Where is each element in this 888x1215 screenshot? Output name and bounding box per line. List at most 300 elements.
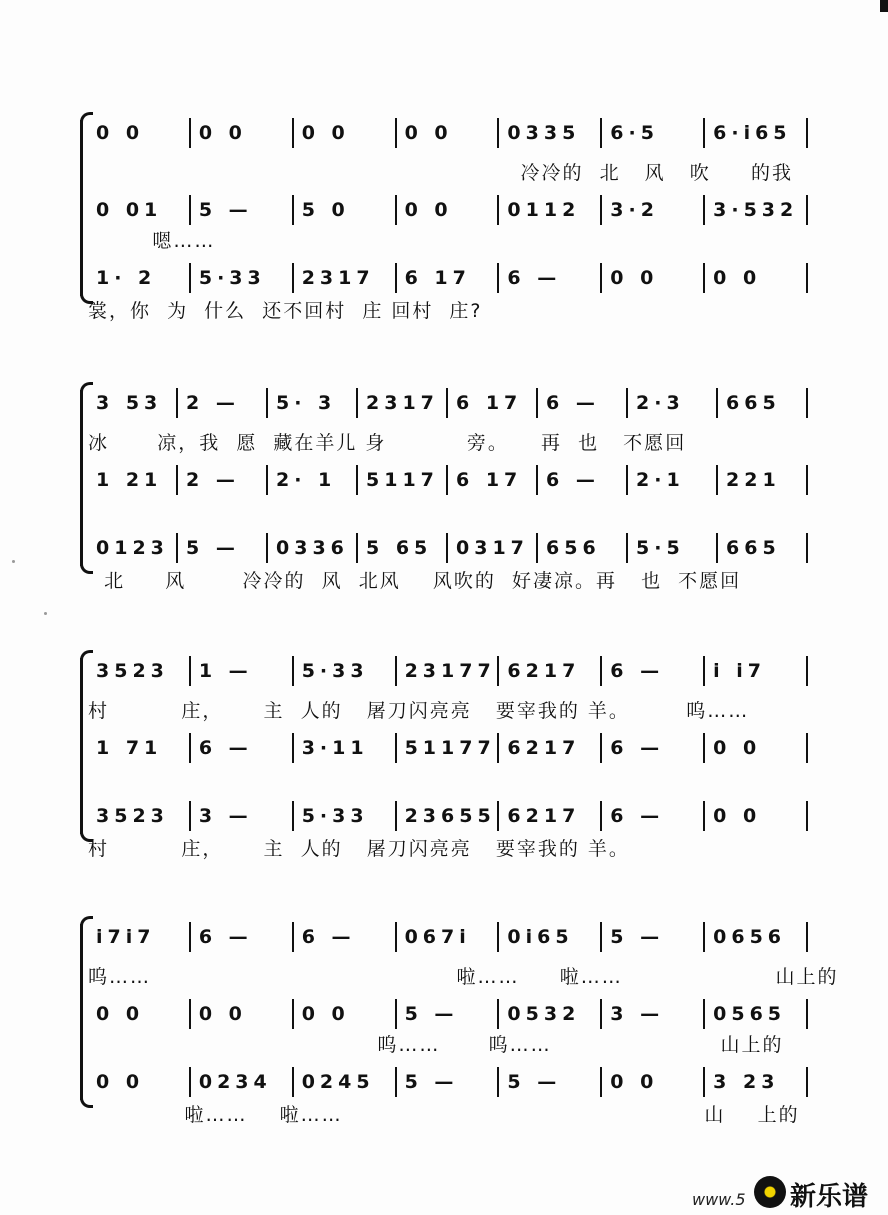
measure-notes: 067i: [404, 926, 471, 948]
measure-notes: 0 0: [713, 805, 762, 827]
measure-notes: 0112: [507, 199, 581, 221]
bar-line: [189, 801, 191, 831]
measure: [546, 388, 624, 418]
bar-line: [806, 388, 808, 418]
measure-notes: 656: [546, 537, 601, 559]
lyric-row: 冷冷的 北 风 吹 的我: [520, 162, 793, 184]
measure-notes: 6·i65: [713, 122, 792, 144]
bar-line: [806, 465, 808, 495]
measure-notes: 0 0: [301, 122, 350, 144]
measure-notes: 0245: [301, 1071, 375, 1093]
measure: [507, 733, 598, 763]
bar-line: [292, 922, 294, 952]
bar-line: [536, 465, 538, 495]
bar-line: [703, 801, 705, 831]
scan-speck: [44, 612, 47, 615]
measure: [636, 388, 714, 418]
measure: [276, 465, 354, 495]
measure-notes: 0 0: [610, 1071, 659, 1093]
bar-line: [292, 1067, 294, 1097]
bar-line: [497, 1067, 499, 1097]
measure-notes: 6 —: [610, 805, 665, 827]
measure-notes: 5 —: [610, 926, 665, 948]
bar-line: [600, 656, 602, 686]
measure: [405, 922, 496, 952]
measure: [302, 195, 393, 225]
measure: [713, 1067, 804, 1097]
measure: [96, 388, 174, 418]
bar-line: [395, 263, 397, 293]
measure-notes: 1 —: [198, 660, 253, 682]
bar-line: [497, 263, 499, 293]
measure: [96, 533, 174, 563]
measure: [636, 533, 714, 563]
measure-notes: 0336: [276, 537, 349, 559]
bar-line: [189, 999, 191, 1029]
measure: [507, 118, 598, 148]
measure: [610, 733, 701, 763]
measure: [610, 922, 701, 952]
measure: [96, 118, 187, 148]
measure-notes: 0 0: [713, 737, 762, 759]
lyric-row: 村 庄， 主 人的 屠刀闪亮亮 要宰我的 羊。: [88, 838, 630, 860]
measure-notes: 0335: [507, 122, 581, 144]
note-row: [88, 656, 848, 686]
measure-notes: 1 71: [96, 737, 163, 759]
measure: [302, 656, 393, 686]
measure-notes: 0 0: [301, 1003, 350, 1025]
system-brace: [80, 390, 87, 566]
bar-line: [292, 733, 294, 763]
measure: [507, 922, 598, 952]
bar-line: [600, 1067, 602, 1097]
measure-notes: 0 0: [96, 1071, 145, 1093]
lyric-row: [88, 764, 808, 794]
bar-line: [703, 656, 705, 686]
bar-line: [600, 922, 602, 952]
measure: [276, 388, 354, 418]
measure: [199, 656, 290, 686]
bar-line: [806, 922, 808, 952]
measure-notes: 6·5: [610, 122, 659, 144]
measure-notes: 5·5: [636, 537, 685, 559]
measure: [610, 195, 701, 225]
measure: [405, 195, 496, 225]
note-row: [88, 999, 848, 1029]
bar-line: [446, 533, 448, 563]
bar-line: [497, 801, 499, 831]
measure: [726, 465, 804, 495]
measure-notes: 1 21: [96, 469, 163, 491]
bar-line: [189, 195, 191, 225]
bar-line: [356, 388, 358, 418]
measure: [302, 1067, 393, 1097]
measure: [96, 656, 187, 686]
bar-line: [395, 195, 397, 225]
measure: [199, 801, 290, 831]
bar-line: [703, 263, 705, 293]
measure: [276, 533, 354, 563]
measure: [302, 922, 393, 952]
measure-notes: 5117: [366, 469, 439, 491]
lyric-row: 啦…… 啦…… 山 上的: [88, 1104, 800, 1126]
measure: [636, 465, 714, 495]
bar-line: [600, 801, 602, 831]
measure-notes: 0656: [713, 926, 787, 948]
note-row: [88, 465, 848, 495]
bar-line: [600, 195, 602, 225]
bar-line: [266, 465, 268, 495]
measure-notes: 665: [726, 392, 781, 414]
measure: [610, 263, 701, 293]
measure-notes: 0 01: [96, 199, 163, 221]
measure: [456, 388, 534, 418]
measure-notes: 0234: [198, 1071, 272, 1093]
measure: [713, 118, 804, 148]
bar-line: [446, 388, 448, 418]
measure: [199, 999, 290, 1029]
measure-notes: 0 0: [610, 267, 659, 289]
corner-mark: [880, 0, 888, 12]
bar-line: [292, 656, 294, 686]
measure-notes: 23177: [404, 660, 496, 682]
measure: [405, 118, 496, 148]
bar-line: [806, 801, 808, 831]
measure: [610, 801, 701, 831]
measure-notes: 0 0: [404, 199, 453, 221]
bar-line: [189, 656, 191, 686]
bar-line: [716, 388, 718, 418]
measure: [507, 263, 598, 293]
measure-notes: 665: [726, 537, 781, 559]
measure: [546, 465, 624, 495]
measure-notes: 3·11: [301, 737, 369, 759]
bar-line: [497, 118, 499, 148]
bar-line: [395, 656, 397, 686]
watermark-brand: 新乐谱: [790, 1182, 869, 1212]
note-row: [88, 733, 848, 763]
lyric-row: 呜…… 啦…… 啦…… 山上的: [88, 966, 839, 988]
measure: [456, 533, 534, 563]
measure-notes: 6 —: [610, 737, 665, 759]
bar-line: [600, 733, 602, 763]
measure-notes: 2317: [366, 392, 439, 414]
score-system: [0, 388, 888, 598]
measure-notes: 5 —: [404, 1071, 459, 1093]
measure: [610, 999, 701, 1029]
measure-notes: 5 65: [366, 537, 433, 559]
measure-notes: 0 0: [96, 122, 145, 144]
note-row: [88, 922, 848, 952]
measure: [610, 656, 701, 686]
measure-notes: 1· 2: [96, 267, 157, 289]
bar-line: [806, 656, 808, 686]
measure-notes: 2·1: [636, 469, 685, 491]
bar-line: [292, 263, 294, 293]
measure: [726, 533, 804, 563]
bar-line: [626, 388, 628, 418]
measure-notes: 5·33: [198, 267, 266, 289]
measure-notes: 5 —: [198, 199, 253, 221]
lyric-row: 冰 凉，我 愿 藏在羊儿 身 旁。 再 也 不愿回: [88, 432, 687, 454]
note-row: [88, 533, 848, 563]
measure-notes: 0532: [507, 1003, 581, 1025]
measure-notes: 6 —: [546, 469, 600, 491]
measure-notes: 0317: [456, 537, 529, 559]
measure: [96, 922, 187, 952]
measure: [186, 388, 264, 418]
measure-notes: 3 53: [96, 392, 163, 414]
bar-line: [395, 733, 397, 763]
measure: [96, 195, 187, 225]
lyric-row: 村 庄， 主 人的 屠刀闪亮亮 要宰我的 羊。 呜……: [88, 700, 750, 722]
measure-notes: 2 —: [186, 392, 240, 414]
bar-line: [716, 465, 718, 495]
measure: [713, 263, 804, 293]
measure: [199, 263, 290, 293]
measure: [507, 999, 598, 1029]
bar-line: [395, 801, 397, 831]
lyric-row: 嗯……: [88, 230, 216, 252]
record-disc-icon: [754, 1176, 786, 1208]
bar-line: [356, 533, 358, 563]
bar-line: [600, 118, 602, 148]
score-system: [0, 118, 888, 328]
measure: [405, 263, 496, 293]
measure: [713, 656, 804, 686]
bar-line: [716, 533, 718, 563]
bar-line: [292, 195, 294, 225]
measure: [302, 118, 393, 148]
bar-line: [395, 999, 397, 1029]
score-system: [0, 922, 888, 1132]
note-row: [88, 118, 848, 148]
measure-notes: 0 0: [96, 1003, 145, 1025]
bar-line: [703, 922, 705, 952]
measure: [405, 1067, 496, 1097]
measure: [405, 656, 496, 686]
bar-line: [497, 733, 499, 763]
note-row: [88, 195, 848, 225]
lyric-row: 呜…… 呜…… 山上的: [88, 1034, 784, 1056]
measure-notes: 6 17: [404, 267, 471, 289]
measure-notes: 5· 3: [276, 392, 337, 414]
bar-line: [292, 801, 294, 831]
measure: [713, 801, 804, 831]
measure-notes: 0 0: [198, 1003, 247, 1025]
measure-notes: 5 —: [507, 1071, 562, 1093]
bar-line: [626, 465, 628, 495]
watermark-url: www.5: [692, 1190, 746, 1209]
bar-line: [395, 118, 397, 148]
lyric-row: 北 风 冷冷的 风 北风 风吹的 好凄凉。再 也 不愿回: [88, 570, 742, 592]
measure-notes: 3 —: [610, 1003, 665, 1025]
measure: [186, 465, 264, 495]
measure-notes: 5 —: [404, 1003, 459, 1025]
measure: [366, 465, 444, 495]
measure-notes: 6 17: [456, 392, 523, 414]
measure-notes: 0123: [96, 537, 169, 559]
measure: [366, 388, 444, 418]
measure-notes: 0 0: [713, 267, 762, 289]
measure: [405, 999, 496, 1029]
measure: [96, 1067, 187, 1097]
system-brace: [80, 658, 87, 834]
bar-line: [497, 999, 499, 1029]
measure: [405, 801, 496, 831]
note-row: [88, 388, 848, 418]
measure-notes: 2 —: [186, 469, 240, 491]
measure-notes: i7i7: [96, 926, 156, 948]
measure: [96, 465, 174, 495]
measure: [302, 263, 393, 293]
bar-line: [497, 922, 499, 952]
bar-line: [292, 118, 294, 148]
measure-notes: 6 17: [456, 469, 523, 491]
measure-notes: 221: [726, 469, 781, 491]
lyric-row: [88, 496, 808, 526]
measure-notes: 5·33: [301, 660, 369, 682]
bar-line: [395, 1067, 397, 1097]
measure: [96, 263, 187, 293]
measure: [546, 533, 624, 563]
lyric-row: 裳，你 为 什么 还不回村 庄 回村 庄?: [88, 300, 483, 322]
measure-notes: 51177: [404, 737, 496, 759]
bar-line: [600, 263, 602, 293]
measure: [726, 388, 804, 418]
measure: [507, 656, 598, 686]
bar-line: [806, 533, 808, 563]
bar-line: [806, 195, 808, 225]
measure: [405, 733, 496, 763]
measure-notes: 0 0: [404, 122, 453, 144]
measure: [507, 195, 598, 225]
measure: [456, 465, 534, 495]
measure: [713, 733, 804, 763]
bar-line: [189, 1067, 191, 1097]
bar-line: [292, 999, 294, 1029]
measure-notes: 3 23: [713, 1071, 780, 1093]
bar-line: [497, 195, 499, 225]
bar-line: [189, 922, 191, 952]
bar-line: [395, 922, 397, 952]
scan-speck: [12, 560, 15, 563]
measure-notes: i i7: [713, 660, 767, 682]
measure-notes: 0565: [713, 1003, 787, 1025]
bar-line: [189, 118, 191, 148]
measure: [302, 999, 393, 1029]
measure-notes: 5·33: [301, 805, 369, 827]
bar-line: [626, 533, 628, 563]
bar-line: [806, 118, 808, 148]
note-row: [88, 1067, 848, 1097]
measure: [186, 533, 264, 563]
measure-notes: 2·3: [636, 392, 685, 414]
measure-notes: 6 —: [546, 392, 600, 414]
measure-notes: 2317: [301, 267, 375, 289]
measure-notes: 3523: [96, 660, 169, 682]
bar-line: [176, 388, 178, 418]
measure: [96, 999, 187, 1029]
measure-notes: 5 0: [301, 199, 350, 221]
bar-line: [266, 533, 268, 563]
bar-line: [600, 999, 602, 1029]
measure-notes: 6 —: [301, 926, 356, 948]
measure: [610, 118, 701, 148]
bar-line: [703, 999, 705, 1029]
note-row: [88, 801, 848, 831]
measure: [507, 1067, 598, 1097]
measure-notes: 3·2: [610, 199, 659, 221]
bar-line: [806, 999, 808, 1029]
measure-notes: 5 —: [186, 537, 240, 559]
measure-notes: 6217: [507, 737, 581, 759]
measure-notes: 3523: [96, 805, 169, 827]
measure: [302, 733, 393, 763]
bar-line: [536, 388, 538, 418]
measure: [610, 1067, 701, 1097]
bar-line: [703, 195, 705, 225]
measure: [713, 195, 804, 225]
measure-notes: 3 —: [198, 805, 253, 827]
measure: [507, 801, 598, 831]
bar-line: [806, 263, 808, 293]
measure: [96, 801, 187, 831]
measure-notes: 6 —: [198, 737, 253, 759]
measure-notes: 6 —: [507, 267, 562, 289]
note-row: [88, 263, 848, 293]
score-system: [0, 656, 888, 866]
measure-notes: 6217: [507, 805, 581, 827]
measure: [199, 118, 290, 148]
bar-line: [356, 465, 358, 495]
measure: [96, 733, 187, 763]
measure-notes: 6 —: [610, 660, 665, 682]
bar-line: [446, 465, 448, 495]
bar-line: [536, 533, 538, 563]
measure-notes: 3·532: [713, 199, 799, 221]
watermark-logo: [692, 1172, 888, 1215]
system-brace: [80, 120, 87, 296]
bar-line: [497, 656, 499, 686]
measure-notes: 6 —: [198, 926, 253, 948]
measure: [199, 1067, 290, 1097]
bar-line: [703, 118, 705, 148]
measure: [366, 533, 444, 563]
bar-line: [266, 388, 268, 418]
measure: [713, 999, 804, 1029]
measure: [199, 922, 290, 952]
bar-line: [806, 1067, 808, 1097]
measure: [302, 801, 393, 831]
measure-notes: 6217: [507, 660, 581, 682]
measure-notes: 2· 1: [276, 469, 337, 491]
bar-line: [806, 733, 808, 763]
bar-line: [703, 733, 705, 763]
bar-line: [189, 733, 191, 763]
measure: [713, 922, 804, 952]
bar-line: [176, 533, 178, 563]
measure-notes: 23655: [404, 805, 496, 827]
system-brace: [80, 924, 87, 1100]
measure-notes: 0i65: [507, 926, 574, 948]
measure: [199, 195, 290, 225]
bar-line: [189, 263, 191, 293]
measure: [199, 733, 290, 763]
bar-line: [176, 465, 178, 495]
bar-line: [703, 1067, 705, 1097]
measure-notes: 0 0: [198, 122, 247, 144]
